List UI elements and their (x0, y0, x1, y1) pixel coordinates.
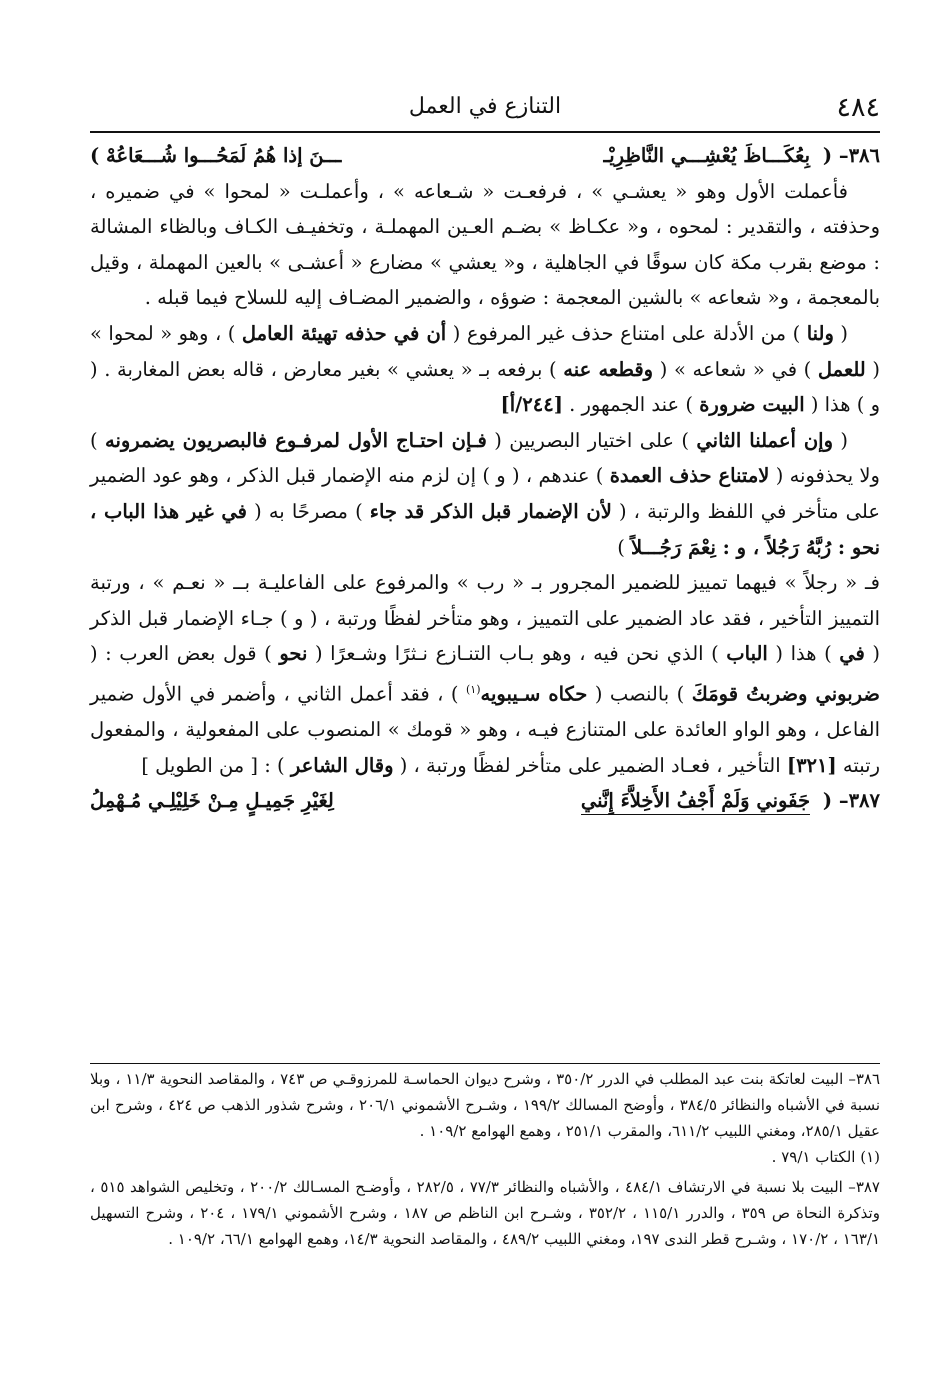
footnote-386: ٣٨٦– البيت لعاتكة بنت عبد المطلب في الدرر ٣٥٠/٢ ، وشرح ديوان الحماسـة للمرزوقـي ص ٧٤٣ ، والمقاصد النحوية ١١/٣ ، وبلا نسبة في الأشباه والنظائر ٣٨٤/٥ ، وأوضح المسالك ١٩٩/٢ ، وشـرح الأشموني ٢٠٦/١ ، وشرح شذور الذهب ص ٤٢٤ ، وشرح ابن عقيل ٢٨٥/١، ومغني اللبيب ٦١١/٢، والمقرب ٢٥١/١ ، وهمع الهوامع ١٠٩/٢ . (90, 1070, 881, 1140)
commentary-paragraph-1: فأعملت الأول وهو « يعشـي » ، فرفعـت « شـعاعه » ، وأعملـت « لمحوا » في ضميره ، وحذفته ، والتقدير : لمحوه ، و« عكـاظ » بضـم العـين المهملـة ، وتخفيـف الكـاف وبالظاء المشالة : موضع بقرب مكة كان سوقًا في الجاهلية ، و« يعشي » مضارع « أعشـى » بالعين المهملة ، وقيل بالمعجمة ، و« شعاعه » بالشين المعجمة : ضوؤه ، والضمير المضـاف إليه للسلاح فيما قبله . (90, 179, 880, 310)
verse-387-hemistich-2: لِغَيْرِ جَمِيـلٍ مِـنْ خَلِيْلِـي مُـهْمِلُ (90, 789, 334, 813)
footnotes (90, 1066, 880, 1252)
page-number: ٤٨٤ (836, 92, 880, 123)
verse-386 (90, 138, 880, 174)
running-title: التنازع في العمل (408, 94, 562, 119)
footnote-marker: (١) (466, 682, 481, 696)
book-page (90, 0, 880, 1375)
commentary-paragraph-3: ( وإن أعملنا الثاني ) على اختيار البصريين ( فـإن احتـاج الأول لمرفـوع فالبصريون يضمرونه ) ولا يحذفونه ( لامتناع حذف العمدة ) عندهم ، ( و ) إن لزم منه الإضمار قبل الذكر ، وهو عود الضمير على متأخر في اللفظ والرتبة ، ( لأن الإضمار قبل الذكر قد جاء ) مصرحًا به ( في غير هذا الباب ، نحو : رُبَّهُ رَجُلاً ، و : نِعْمَ رَجُـــلاً ) (90, 428, 881, 559)
main-text (90, 138, 880, 819)
page-header (90, 92, 880, 128)
manuscript-folio-ref: [٢٤٤/أ] (500, 393, 563, 417)
verse-386-hemistich-1: بِعُكَـــاظَ يُعْشِـــي النَّاظِرِيْـ (603, 144, 811, 167)
verse-387-number: ٣٨٧– ( (822, 789, 880, 813)
commentary-paragraph-2: ( ولنا ) من الأدلة على امتناع حذف غير المرفوع ( أن في حذفه تهيئة العامل ) ، وهو « لمحوا » ( للعمل ) في « شعاعه » ( وقطعه عنه ) برفعه بـ « يعشي » بغير معارض ، قاله بعض المغاربة . ( و ) هذا ( البيت ضرورة ) عند الجمهور . [٢٤٤/أ] (90, 321, 881, 417)
page-ref: [٣٢١] (786, 753, 837, 777)
verse-387 (90, 783, 880, 819)
verse-386-number: ٣٨٦– ( (822, 144, 880, 167)
footnote-separator (90, 1063, 880, 1064)
commentary-paragraph-4: فـ « رجلاً » فيهما تمييز للضمير المجرور بـ « رب » والمرفوع على الفاعليـة بــ « نعـم » ، ورتبة التمييز التأخير ، فقد عاد الضمير على التمييز ، وهو متأخر لفظًا ورتبة ، ( و ) جـاء الإضمار قبل الذكر ( في ) هذا ( الباب ) الذي نحن فيه ، وهو بـاب التنـازع نـثرًا وشـعرًا ( نحو ) قول بعض العرب : ( ضربوني وضربتُ قومَكَ ) بالنصب ( حكاه سـيبويه$^{(١)}$ ) ، فقد أعمل الثاني ، وأضمر في الأول ضمير الفاعل ، وهو الواو العائدة على المتنازع فيـه ، وهو « قومك » المنصوب على المفعولية ، والمفعول رتبته [٣٢١] التأخير ، فعـاد الضمير على متأخر لفظًا ورتبة ، ( وقال الشاعر ) : [ من الطويل ] (90, 571, 880, 777)
footnote-387: ٣٨٧– البيت بلا نسبة في الارتشاف ٤٨٤/١ ، والأشباه والنظائر ٧٧/٣ ، ٢٨٢/٥ ، وأوضـح المسـالك ٢٠٠/٢ ، وتخليص الشواهد ٥١٥ ، وتذكرة النحاة ص ٣٥٩ ، والدرر ١١٥/١ ، ٣٥٢/٢ ، وشـرح ابن الناظم ص ١٨٧ ، وشرح الأشموني ١٧٩/١ ، ٢٠٤ ، وشرح التسهيل ١٦٣/١ ، ١٧٠/٢ ، وشـرح قطر الندى ١٩٧، ومغني اللبيب ٤٨٩/٢ ، والمقاصد النحوية ١٤/٣، وهمع الهوامع ٦٦/١، ١٠٩/٢ . (90, 1178, 880, 1248)
verse-387-hemistich-1: جَفَوني وَلَمْ أَجْفُ الأَخِلاَّءَ إِنَّني (581, 789, 810, 815)
header-rule (90, 131, 880, 133)
verse-386-hemistich-2: ـــنَ إذا هُمُ لَمَحُـــوا شُـــعَاعُهْ ) (90, 144, 342, 167)
footnote-1: (١) الكتاب ٧٩/١ . (771, 1148, 880, 1166)
